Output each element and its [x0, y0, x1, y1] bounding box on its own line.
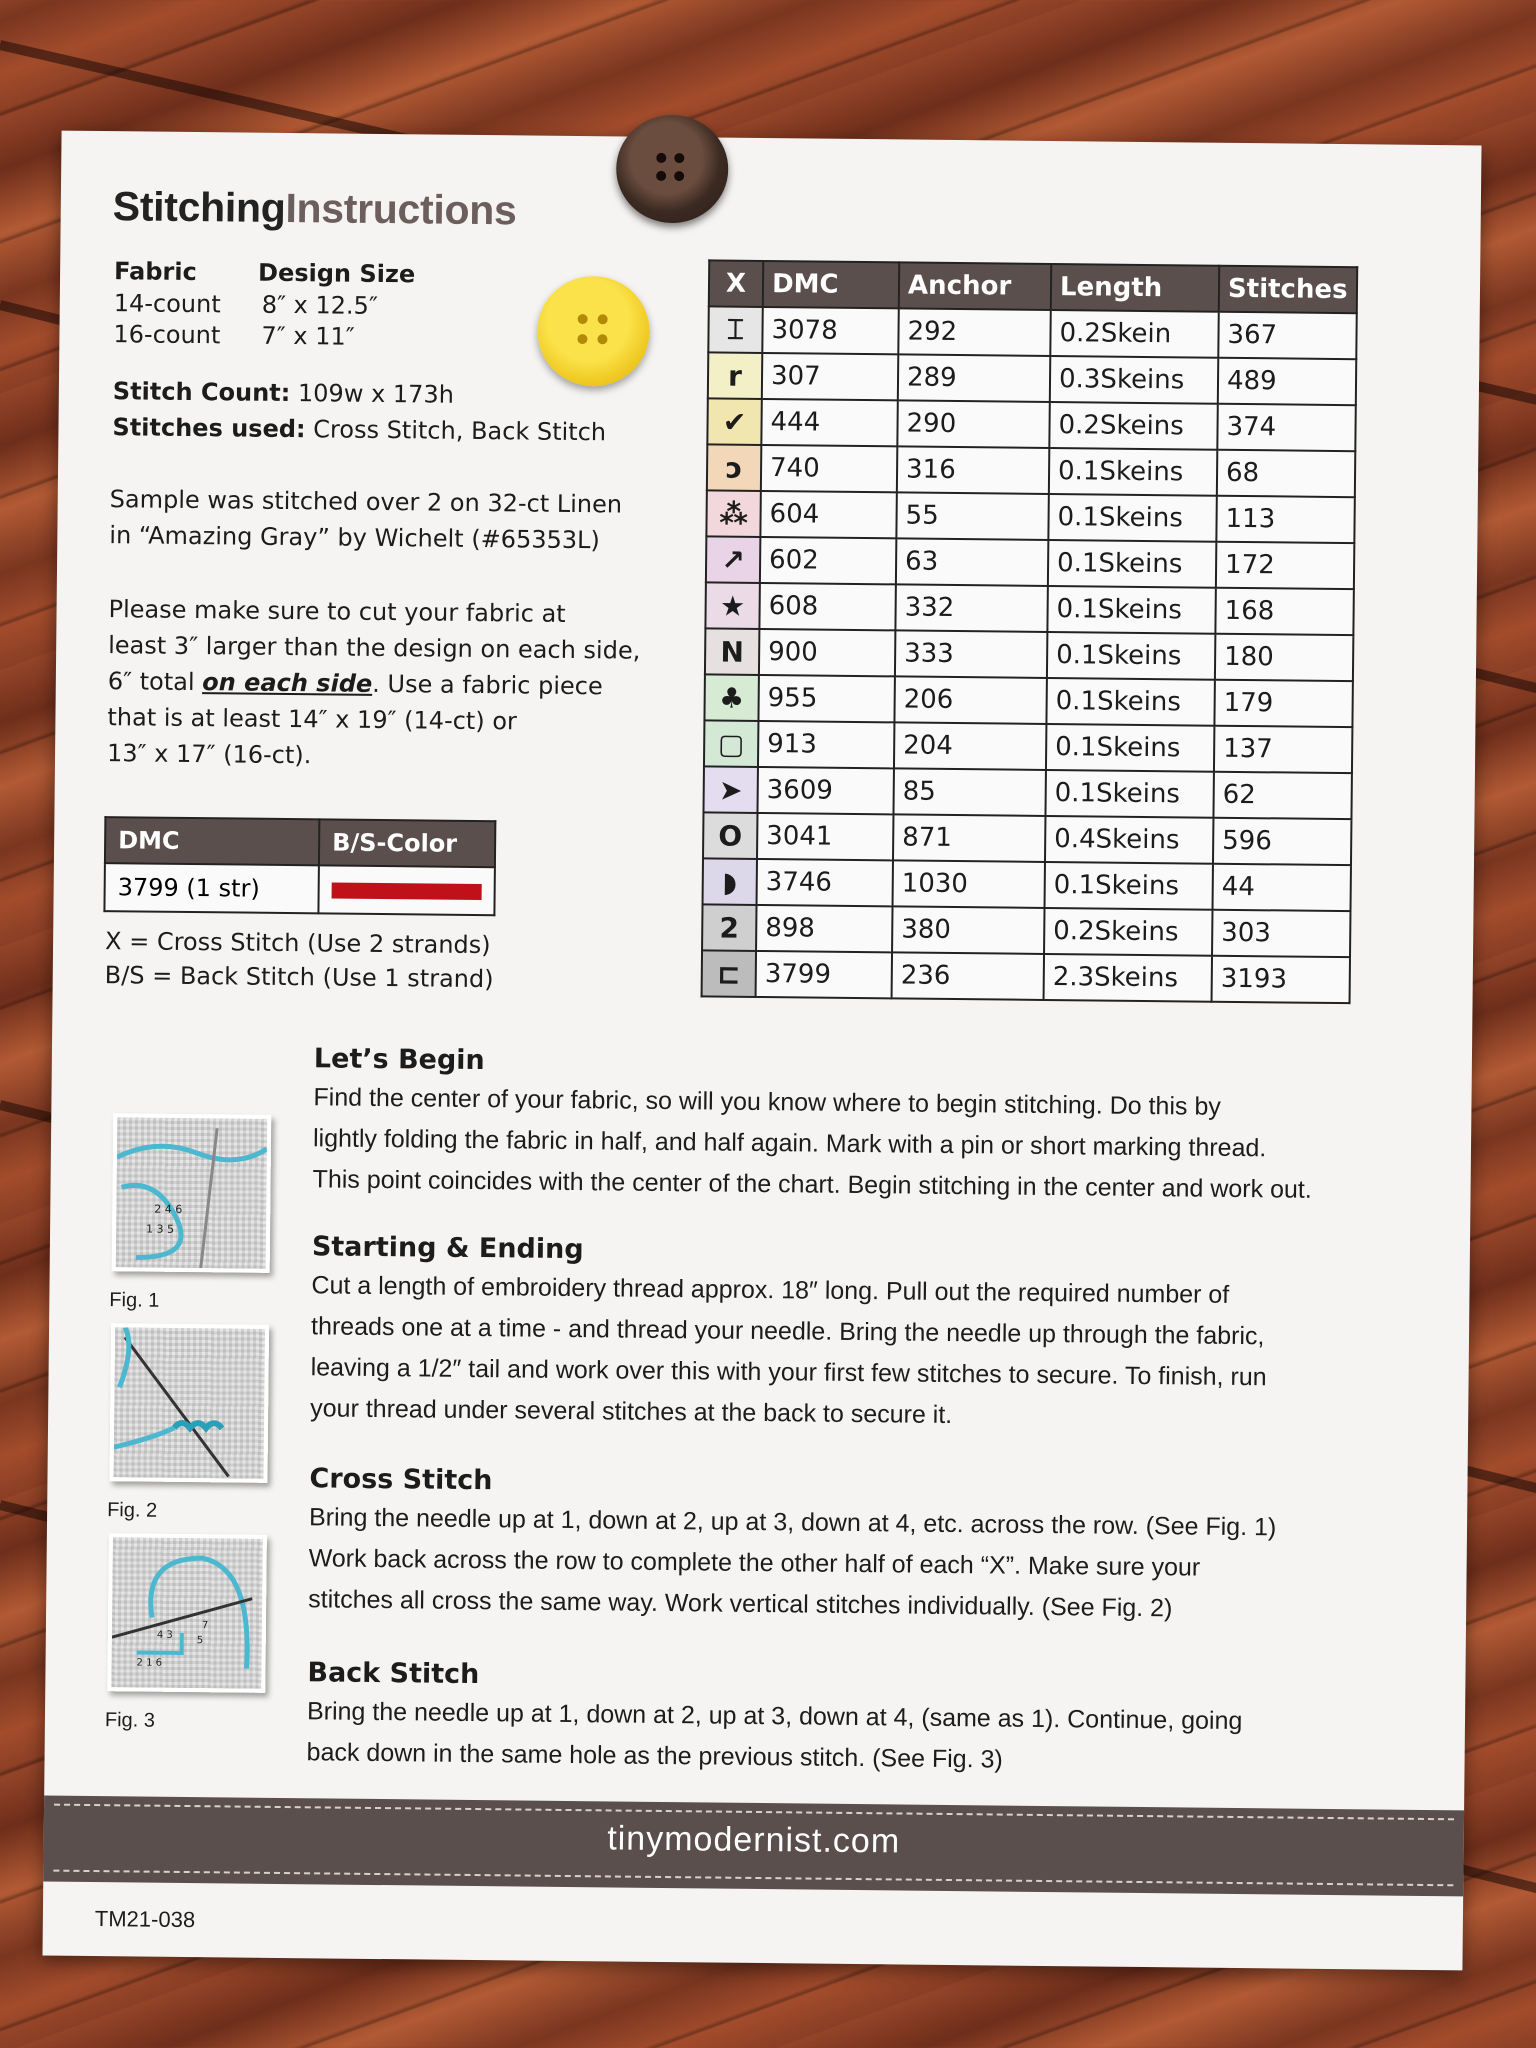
thread-row	[703, 858, 1351, 911]
thread-row	[702, 904, 1350, 957]
fig3-numbers: 5	[196, 1635, 204, 1647]
page-title	[113, 183, 517, 234]
thread-length-cell: 0.1Skeins	[1047, 586, 1215, 634]
design-size: 7″ x 11″	[261, 321, 355, 351]
thread-row	[705, 628, 1353, 681]
instruction-sheet	[42, 131, 1481, 1971]
thread-anchor-cell: 290	[897, 400, 1049, 448]
thread-row	[708, 306, 1356, 359]
thread-stitches-cell: 180	[1215, 634, 1353, 681]
section-heading-starting-ending: Starting & Ending	[311, 1231, 584, 1266]
thread-stitches-cell: 303	[1212, 910, 1350, 957]
thread-anchor-cell: 1030	[893, 860, 1045, 908]
stitches-used	[112, 409, 606, 450]
sample-line: Sample was stitched over 2 on 32-ct Linen	[109, 485, 623, 519]
thread-anchor-cell: 63	[896, 538, 1048, 586]
thread-row	[706, 536, 1354, 589]
thread-row	[708, 352, 1356, 405]
thread-dmc-cell: 900	[759, 629, 895, 676]
thread-length-cell: 0.1Skeins	[1049, 448, 1217, 496]
stitches-used-label: Stitches used:	[112, 413, 306, 444]
fabric-header: Fabric	[113, 257, 197, 287]
thread-length-cell: 0.2Skein	[1050, 310, 1218, 358]
thread-length-cell: 0.1Skeins	[1046, 724, 1214, 772]
thread-symbol-icon: ➤	[703, 766, 757, 813]
section-line: Bring the needle up at 1, down at 2, up at 3, down at 4, etc. across the row. (See Fig. 1)	[308, 1503, 1277, 1542]
thread-anchor-cell: 206	[894, 676, 1046, 724]
section-heading-back-stitch: Back Stitch	[307, 1657, 480, 1691]
stitch-count-label: Stitch Count:	[112, 377, 291, 408]
cut-text: 6″ total	[107, 667, 203, 697]
thread-length-cell: 0.1Skeins	[1048, 494, 1216, 542]
cut-emphasis: on each side	[202, 668, 373, 698]
section-line: your thread under several stitches at the back to secure it.	[310, 1394, 953, 1430]
fig1-numbers-bottom: 1 3 5	[146, 1222, 175, 1236]
cut-line: that is at least 14″ x 19″ (14-ct) or	[107, 703, 517, 736]
section-line: back down in the same hole as the previous stitch. (See Fig. 3)	[306, 1738, 1003, 1774]
fig1-thread-drawing	[116, 1117, 268, 1269]
section-line: leaving a 1/2″ tail and work over this with your first few stitches to secure. To finish, run	[310, 1353, 1267, 1392]
thread-symbol-icon: r	[708, 352, 762, 399]
thread-symbol-icon: ⊏	[702, 950, 756, 997]
section-text-lets-begin	[312, 1077, 1433, 1212]
thread-stitches-cell: 137	[1214, 726, 1352, 773]
thread-dmc-cell: 913	[758, 721, 894, 768]
thread-stitches-cell: 113	[1216, 496, 1354, 543]
footer-url[interactable]: tinymodernist.com	[607, 1819, 901, 1861]
footer-band	[43, 1796, 1464, 1897]
thread-anchor-cell: 316	[897, 446, 1049, 494]
thread-dmc-cell: 3041	[757, 813, 893, 860]
thread-length-cell: 0.1Skeins	[1047, 632, 1215, 680]
figure-2-image	[109, 1323, 269, 1483]
thread-length-cell: 2.3Skeins	[1044, 954, 1212, 1002]
thread-length-cell: 0.1Skeins	[1046, 678, 1214, 726]
thread-dmc-cell: 3078	[762, 307, 898, 354]
thread-length-cell: 0.2Skeins	[1049, 402, 1217, 450]
section-heading-cross-stitch: Cross Stitch	[309, 1463, 493, 1497]
thread-symbol-icon: O	[703, 812, 757, 859]
thread-stitches-cell: 168	[1215, 588, 1353, 635]
stitches-used-value: Cross Stitch, Back Stitch	[313, 415, 607, 447]
design-size-header: Design Size	[257, 258, 416, 289]
figure-3-image	[107, 1533, 267, 1693]
thread-dmc-cell: 3609	[757, 767, 893, 814]
thread-length-cell: 0.1Skeins	[1045, 862, 1213, 910]
bs-color-cell	[318, 865, 494, 915]
thread-symbol-icon: ♣	[704, 674, 758, 721]
thread-header-stitches: Stitches	[1219, 266, 1357, 313]
section-heading-lets-begin: Let’s Begin	[313, 1043, 485, 1077]
thread-dmc-cell: 602	[760, 537, 896, 584]
thread-row	[704, 674, 1352, 727]
thread-symbol-icon: ✔	[707, 398, 761, 445]
fig3-numbers: 2 1 6	[136, 1657, 163, 1669]
legend-cross: X = Cross Stitch (Use 2 strands)	[104, 927, 491, 960]
thread-symbol-icon: ⌶	[708, 306, 762, 353]
thread-stitches-cell: 374	[1217, 404, 1355, 451]
design-size: 8″ x 12.5″	[261, 290, 379, 320]
thread-row	[706, 490, 1354, 543]
thread-stitches-cell: 172	[1216, 542, 1354, 589]
figure-3-label: Fig. 3	[104, 1709, 156, 1732]
thread-stitches-cell: 367	[1218, 312, 1356, 359]
thread-header-x: X	[709, 260, 763, 307]
thread-dmc-cell: 307	[762, 353, 898, 400]
section-line: Bring the needle up at 1, down at 2, up at 3, down at 4, (same as 1). Continue, going	[306, 1697, 1243, 1736]
section-line: This point coincides with the center of the chart. Begin stitching in the center and work out.	[312, 1165, 1312, 1204]
fig3-thread-drawing	[111, 1537, 263, 1689]
thread-row	[704, 720, 1352, 773]
fig1-numbers-top: 2 4 6	[154, 1202, 183, 1216]
bs-header-color: B/S-Color	[319, 819, 495, 867]
brown-button-decoration	[616, 114, 729, 223]
thread-stitches-cell: 68	[1217, 450, 1355, 497]
thread-dmc-cell: 608	[759, 583, 895, 630]
backstitch-color-swatch	[332, 882, 482, 900]
figure-1-image	[112, 1113, 272, 1273]
fig2-thread-drawing	[113, 1327, 265, 1479]
thread-dmc-cell: 444	[761, 399, 897, 446]
thread-stitches-cell: 44	[1212, 864, 1350, 911]
section-line: Cut a length of embroidery thread approx. 18″ long. Pull out the required number of	[311, 1271, 1230, 1309]
thread-anchor-cell: 332	[895, 584, 1047, 632]
footer-dash-line	[53, 1870, 1453, 1887]
product-code: TM21-038	[94, 1906, 196, 1933]
title-instructions: Instructions	[285, 184, 517, 234]
thread-row	[703, 766, 1351, 819]
sample-line: in “Amazing Gray” by Wichelt (#65353L)	[109, 521, 600, 555]
bs-header-dmc: DMC	[105, 817, 319, 865]
thread-dmc-cell: 898	[756, 905, 892, 952]
thread-length-cell: 0.2Skeins	[1044, 908, 1212, 956]
cut-line: 13″ x 17″ (16-ct).	[106, 739, 312, 770]
thread-symbol-icon: 2	[702, 904, 756, 951]
section-line: threads one at a time - and thread your needle. Bring the needle up through the fabric,	[310, 1312, 1265, 1351]
thread-dmc-cell: 3799	[756, 951, 892, 998]
section-line: stitches all cross the same way. Work vertical stitches individually. (See Fig. 2)	[308, 1585, 1173, 1623]
thread-symbol-icon: N	[705, 628, 759, 675]
thread-symbol-icon: ⁂	[706, 490, 760, 537]
thread-symbol-icon: ◗	[703, 858, 757, 905]
cut-line: least 3″ larger than the design on each side,	[108, 631, 641, 665]
thread-symbol-icon: ↗	[706, 536, 760, 583]
figure-1-label: Fig. 1	[109, 1289, 160, 1312]
thread-dmc-cell: 955	[758, 675, 894, 722]
thread-length-cell: 0.3Skeins	[1050, 356, 1218, 404]
thread-dmc-cell: 740	[761, 445, 897, 492]
thread-anchor-cell: 380	[892, 906, 1044, 954]
cut-line: Please make sure to cut your fabric at	[108, 595, 566, 628]
thread-header-dmc: DMC	[763, 261, 899, 308]
fabric-count: 14-count	[113, 289, 221, 319]
thread-row	[705, 582, 1353, 635]
thread-anchor-cell: 55	[896, 492, 1048, 540]
title-stitching: Stitching	[112, 183, 286, 231]
thread-symbol-icon: ɔ	[707, 444, 761, 491]
backstitch-table	[103, 816, 496, 916]
thread-stitches-cell: 489	[1218, 358, 1356, 405]
thread-symbol-icon: ▢	[704, 720, 758, 767]
fabric-count: 16-count	[113, 320, 221, 350]
stitch-count-value: 109w x 173h	[297, 379, 455, 409]
figure-2-label: Fig. 2	[107, 1499, 158, 1522]
thread-row	[702, 950, 1350, 1003]
thread-symbol-icon: ★	[705, 582, 759, 629]
thread-length-cell: 0.1Skeins	[1048, 540, 1216, 588]
thread-length-cell: 0.1Skeins	[1045, 770, 1213, 818]
stitch-count	[113, 373, 454, 413]
thread-header-anchor: Anchor	[899, 262, 1051, 310]
section-text-cross-stitch	[308, 1497, 1429, 1632]
thread-stitches-cell: 3193	[1212, 956, 1350, 1003]
thread-header-length: Length	[1051, 264, 1219, 312]
thread-stitches-cell: 62	[1213, 772, 1351, 819]
thread-length-cell: 0.4Skeins	[1045, 816, 1213, 864]
fig3-numbers: 4 3	[156, 1629, 173, 1641]
thread-anchor-cell: 236	[892, 952, 1044, 1000]
section-text-starting-ending	[310, 1265, 1432, 1441]
thread-anchor-cell: 85	[893, 768, 1045, 816]
section-line: lightly folding the fabric in half, and half again. Mark with a pin or short marking thread.	[312, 1124, 1267, 1163]
section-text-back-stitch	[306, 1691, 1427, 1785]
bs-dmc-cell: 3799 (1 str)	[104, 863, 318, 913]
cut-text: . Use a fabric piece	[372, 669, 603, 701]
thread-dmc-cell: 604	[760, 491, 896, 538]
thread-stitches-cell: 179	[1214, 680, 1352, 727]
yellow-button-decoration	[537, 276, 650, 387]
thread-row	[707, 444, 1355, 497]
thread-table	[701, 259, 1358, 1004]
thread-stitches-cell: 596	[1213, 818, 1351, 865]
thread-anchor-cell: 292	[898, 308, 1050, 356]
thread-anchor-cell: 333	[895, 630, 1047, 678]
fig3-numbers: 7	[201, 1620, 209, 1632]
section-line: Find the center of your fabric, so will you know where to begin stitching. Do this by	[313, 1083, 1221, 1121]
section-line: Work back across the row to complete the other half of each “X”. Make sure your	[308, 1544, 1201, 1582]
cut-line	[108, 663, 603, 704]
legend-back: B/S = Back Stitch (Use 1 strand)	[104, 961, 494, 994]
thread-anchor-cell: 871	[893, 814, 1045, 862]
thread-anchor-cell: 289	[898, 354, 1050, 402]
thread-dmc-cell: 3746	[757, 859, 893, 906]
thread-row	[703, 812, 1351, 865]
thread-row	[707, 398, 1355, 451]
thread-anchor-cell: 204	[894, 722, 1046, 770]
